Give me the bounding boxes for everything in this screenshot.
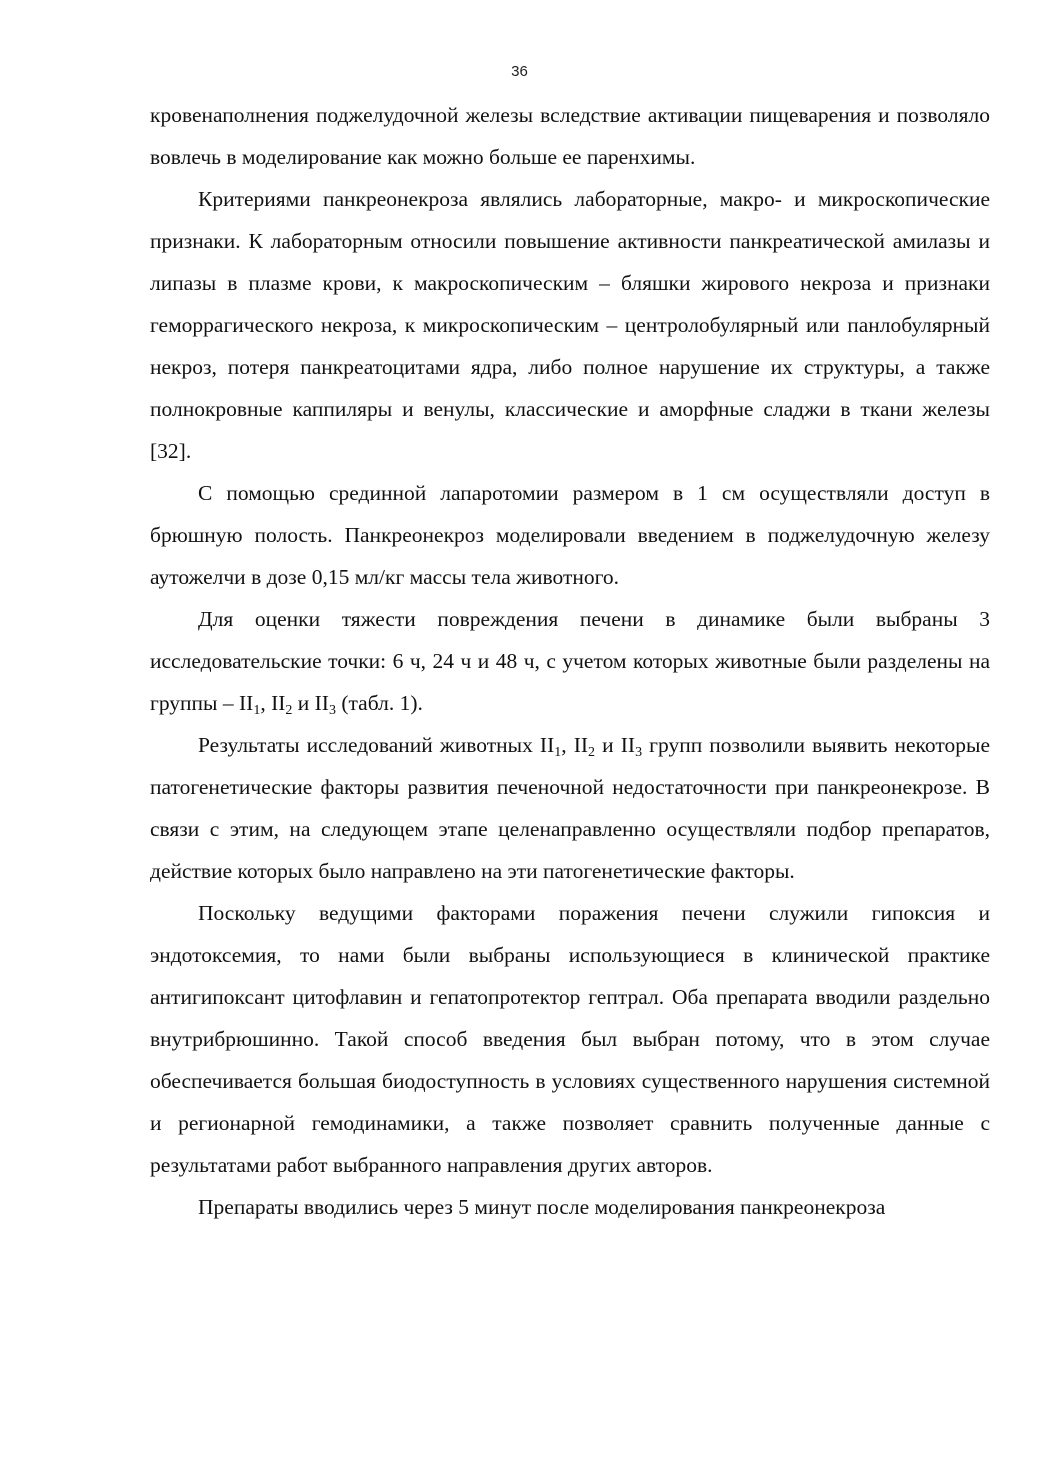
paragraph-5-text-after: групп позволили выявить некоторые патогенетические факторы развития печеночной недостаточности при панкреонекрозе. В связи с этим, на следующем этапе целенаправленно осуществляли подбор препаратов, действие которых было направлено на эти патогенетические факторы. <box>150 733 990 883</box>
paragraph-7: Препараты вводились через 5 минут после моделирования панкреонекроза <box>198 1195 886 1219</box>
paragraph-5-text-before: Результаты исследований животных II <box>198 733 555 757</box>
group-subscript-1: 1 <box>554 745 562 760</box>
paragraph-4-sep-2: и II <box>292 691 329 715</box>
paragraph-4-text-after: (табл. 1). <box>335 691 423 715</box>
paragraph-1: кровенаполнения поджелудочной железы вследствие активации пищеварения и позволяло вовлечь в моделирование как можно больше ее паренхимы. <box>150 103 990 169</box>
paragraph-5-sep-2: и II <box>595 733 636 757</box>
paragraph-6: Поскольку ведущими факторами поражения печени служили гипоксия и эндотоксемия, то нами были выбраны использующиеся в клинической практике антигипоксант цитофлавин и гепатопротектор гептрал. Оба препарата вводили раздельно внутрибрюшинно. Такой способ введения был выбран потому, что в этом случае обеспечивается большая биодоступность в условиях существенного нарушения системной и регионарной гемодинамики, а также позволяет сравнить полученные данные с результатами работ выбранного направления других авторов. <box>150 901 990 1177</box>
group-subscript-1: 1 <box>253 703 261 718</box>
paragraph-5-sep-1: , II <box>561 733 589 757</box>
page-number: 36 <box>511 63 528 80</box>
paragraph-3: С помощью срединной лапаротомии размером в 1 см осуществляли доступ в брюшную полость. Панкреонекроз моделировали введением в поджелудочную железу аутожелчи в дозе 0,15 мл/кг массы тела животного. <box>150 481 990 589</box>
paragraph-4 <box>150 598 990 724</box>
paragraph-4-sep-1: , II <box>260 691 286 715</box>
body-text <box>150 94 990 1228</box>
group-subscript-3: 3 <box>635 745 643 760</box>
paragraph-5 <box>150 724 990 892</box>
group-subscript-3: 3 <box>328 703 336 718</box>
group-subscript-2: 2 <box>285 703 293 718</box>
paragraph-4-text-before: Для оценки тяжести повреждения печени в динамике были выбраны 3 исследовательские точки: 6 ч, 24 ч и 48 ч, с учетом которых животные были разделены на группы – II <box>150 607 990 715</box>
paragraph-2: Критериями панкреонекроза являлись лабораторные, макро- и микроскопические признаки. К лабораторным относили повышение активности панкреатической амилазы и липазы в плазме крови, к макроскопическим – бляшки жирового некроза и признаки геморрагического некроза, к микроскопическим – центролобулярный или панлобулярный некроз, потеря панкреатоцитами ядра, либо полное нарушение их структуры, а также полнокровные каппиляры и венулы, классические и аморфные сладжи в ткани железы [32]. <box>150 187 990 463</box>
group-subscript-2: 2 <box>588 745 596 760</box>
